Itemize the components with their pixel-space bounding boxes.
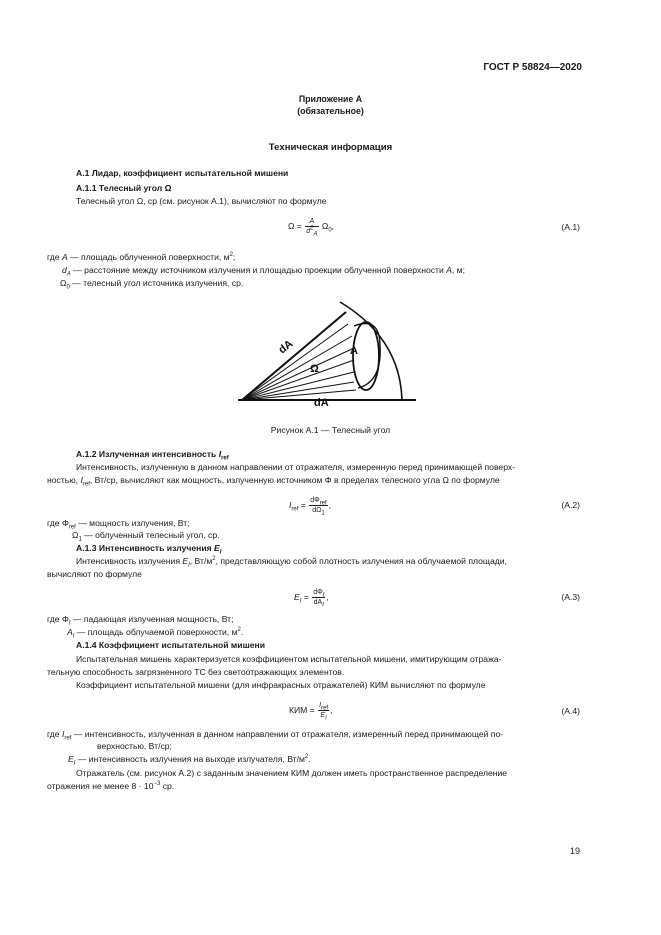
label-A: A xyxy=(350,345,358,357)
a14-paragraph-line5: отражения не менее $8 \cdot 10^{-3}$ ср. xyxy=(47,781,175,791)
definition-phi-i: где $\Phi_I$ — падающая излученная мощность, Вт; xyxy=(47,614,234,627)
label-omega: Ω xyxy=(310,363,319,375)
a11-intro: Телесный угол Ω, ср (см. рисунок А.1), вычисляют по формуле xyxy=(76,196,327,206)
figure-caption: Рисунок А.1 — Телесный угол xyxy=(270,425,391,435)
label-dA-ray: dA xyxy=(276,337,296,357)
solid-angle-figure xyxy=(230,296,430,416)
a13-paragraph-line2: вычисляют по формуле xyxy=(47,569,142,579)
definition-omega1: $\Omega_1$ — облученный телесный угол, ср. xyxy=(72,530,220,543)
a14-paragraph-line2: тельную способность загрязненного ТС без светоотражающих элементов. xyxy=(47,667,345,677)
a13-paragraph-line1: Интенсивность излучения $E_I$, $Вт/м^2$, представляющую собой плотность излучения на облучаемой площади, xyxy=(76,556,507,569)
definition-phi-ref: где $\Phi_{ref}$ — мощность излучения, Вт; xyxy=(47,518,190,531)
a14-paragraph-line3: Коэффициент испытательной мишени (для инфракрасных отражателей) КИМ вычисляют по формуле xyxy=(76,680,486,690)
formula-a2-number: (A.2) xyxy=(561,500,580,510)
formula-a1: Ω = $\frac{A}{d^2_A}$ $\Omega_0$, xyxy=(288,218,335,238)
heading-a1: А.1 Лидар, коэффициент испытательной мишени xyxy=(76,168,289,178)
formula-a1-number: (A.1) xyxy=(561,222,580,232)
definition-i-ref-cont: верхностью, Вт/ср; xyxy=(97,741,172,751)
heading-a14: А.1.4 Коэффициент испытательной мишени xyxy=(76,640,265,650)
appendix-title: Приложение А xyxy=(298,94,363,104)
definition-dA: $d_A$ — расстояние между источником излучения и площадью проекции облученной поверхности A, м; xyxy=(62,265,465,278)
formula-a3-number: (A.3) xyxy=(561,592,580,602)
formula-a3: $E_I$ = $\frac{d\Phi_I}{dA_I}$ , xyxy=(294,589,329,609)
heading-a13: А.1.3 Интенсивность излучения $E_I$ xyxy=(76,543,222,556)
cone-rays xyxy=(242,324,356,400)
definition-list-a1: где A — площадь облученной поверхности, $м^2$; xyxy=(47,252,236,262)
a12-paragraph-line2: ностью, $I_{ref}$, Вт/ср, вычисляют как мощность, излученную источником Φ в пределах телесного угла Ω по формуле xyxy=(47,475,500,488)
section-title: Техническая информация xyxy=(268,142,393,153)
appendix-status: (обязательное) xyxy=(297,106,364,116)
document-standard-number: ГОСТ Р 58824—2020 xyxy=(483,62,582,73)
definition-a-i: $A_I$ — площадь облучаемой поверхности, $м^2$. xyxy=(67,627,244,640)
formula-a4-number: (A.4) xyxy=(561,706,580,716)
definition-omega0: $\Omega_0$ — телесный угол источника излучения, ср. xyxy=(60,278,244,291)
definition-e-i: $E_I$ — интенсивность излучения на выходе излучателя, $Вт/м^2$. xyxy=(68,754,311,767)
a14-paragraph-line4: Отражатель (см. рисунок А.2) с заданным значением КИМ должен иметь пространственное распределение xyxy=(76,768,508,778)
formula-a4: КИМ = $\frac{I_{ref}}{E_I}$ , xyxy=(289,702,333,722)
definition-i-ref: где $I_{ref}$ — интенсивность, излученная в данном направлении от отражателя, измеренный перед принимающей по- xyxy=(47,729,504,742)
a12-paragraph-line1: Интенсивность, излученную в данном направлении от отражателя, измеренную перед принимающей поверх- xyxy=(76,462,516,472)
heading-a11: А.1.1 Телесный угол Ω xyxy=(76,183,172,193)
label-dA-axis: dA xyxy=(314,397,329,409)
heading-a12: А.1.2 Излученная интенсивность $I_{ref}$ xyxy=(76,449,229,462)
a14-paragraph-line1: Испытательная мишень характеризуется коэффициентом испытательной мишени, имитирующим отража- xyxy=(76,654,502,664)
formula-a2: $I_{ref}$ = $\frac{d\Phi_{ref}}{d\Omega_1}$ , xyxy=(289,497,332,517)
page-number: 19 xyxy=(569,846,580,856)
